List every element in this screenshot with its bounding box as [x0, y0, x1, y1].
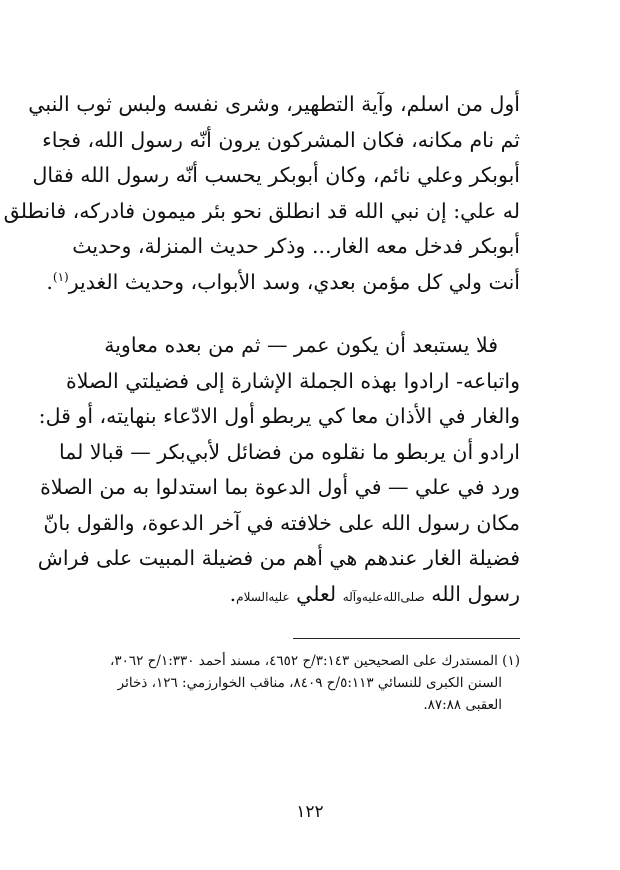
- page-number: ١٢٢: [296, 802, 324, 822]
- footnote-line: (١) المستدرك على الصحيحين ٣:١٤٣/ح ٤٦٥٢، مسند أحمد ١:٣٣٠/ح ٣٠٦٢،: [110, 653, 520, 669]
- salawat-glyph: صلى‌الله‌عليه‌وآله: [342, 589, 425, 604]
- text-line: فضيلة الغار عندهم هي أهم من فضيلة المبيت على فراش: [37, 546, 520, 570]
- text-line: أول من اسلم، وآية التطهير، وشرى نفسه ولبس ثوب النبي: [28, 92, 520, 116]
- text-line: أبوبكر فدخل معه الغار... وذكر حديث المنزلة، وحديث: [72, 234, 520, 258]
- footnote-line: السنن الكبرى للنسائي ٥:١١٣/ح ٨٤٠٩، مناقب الخوارزمي: ١٢٦، ذخائر: [117, 675, 502, 691]
- paragraph-1: [3, 87, 520, 300]
- text-line: له علي: إن نبي الله قد انطلق نحو بئر ميمون فادركه، فانطلق: [3, 198, 520, 223]
- text-line: ثم نام مكانه، فكان المشركون يرون أنّه رسول الله، فجاء: [42, 127, 520, 152]
- footnote-marker: (١): [52, 269, 69, 284]
- text-line: ارادو أن يربطو ما نقلوه من فضائل لأبي‌بكر — قبالا لما: [58, 439, 520, 464]
- text-line: فلا يستبعد أن يكون عمر — ثم من بعده معاوية: [104, 333, 498, 357]
- text-segment: .: [229, 581, 237, 606]
- text-segment: رسول الله: [431, 581, 520, 606]
- footnote-line: العقبى ٨٧:٨٨.: [423, 697, 502, 713]
- text-line-last: [46, 265, 520, 301]
- text-line: واتباعه- ارادوا بهذه الجملة الإشارة إلى فضيلتي الصلاة: [66, 368, 520, 393]
- footnote-divider: [293, 638, 520, 639]
- text-line: والغار في الأذان معا كي يربطو أول الادّعاء بنهايته، أو قل:: [38, 404, 520, 428]
- text-line-last: [95, 577, 520, 613]
- text-line: مكان رسول الله على خلافته في آخر الدعوة، والقول بانّ: [43, 510, 520, 535]
- text-segment: أنت ولي كل مؤمن بعدي، وسد الأبواب، وحديث الغدير: [68, 269, 520, 294]
- text-line: ورد في علي — في أول الدعوة بما استدلوا به من الصلاة: [40, 475, 520, 499]
- text-segment: لعلي: [296, 581, 337, 606]
- footnote: [95, 650, 520, 716]
- text-segment: .: [46, 269, 53, 294]
- paragraph-2: [37, 328, 520, 612]
- salam-glyph: عليه‌السلام: [236, 589, 290, 604]
- text-line: أبوبكر وعلي نائم، وكان أبوبكر يحسب أنّه رسول الله فقال: [32, 163, 520, 187]
